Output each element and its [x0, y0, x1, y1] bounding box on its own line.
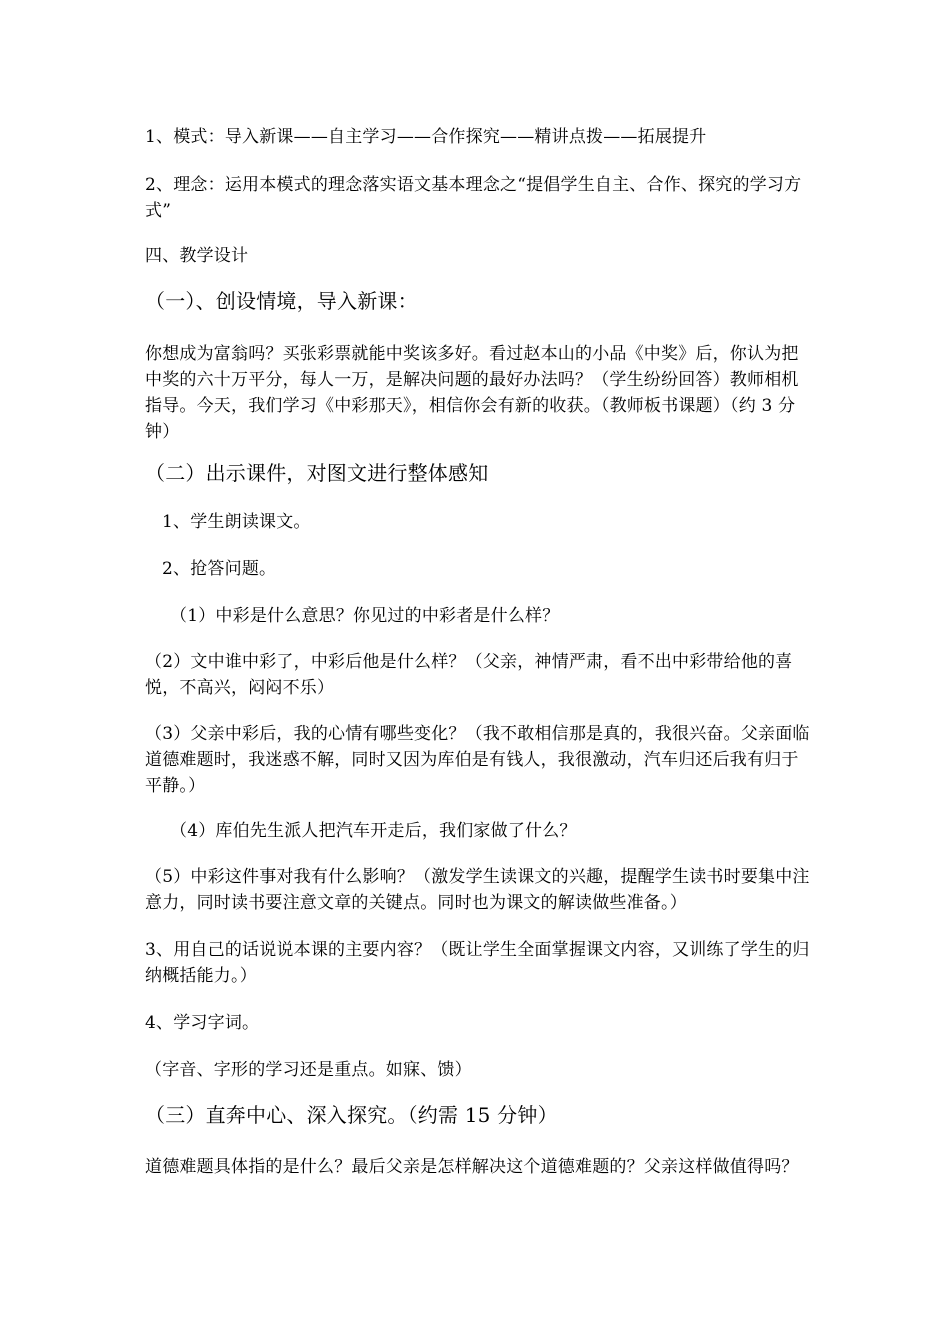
section-three-heading: （三）直奔中心、深入探究。（约需 15 分钟） [145, 1103, 558, 1127]
step-read-aloud: 1、学生朗读课文。 [162, 512, 311, 532]
step-main-content: 3、用自己的话说说本课的主要内容？（既让学生全面掌握课文内容，又训练了学生的归纳概括能力。） [145, 940, 810, 986]
vocabulary-note: （字音、字形的学习还是重点。如寐、馈） [145, 1060, 472, 1080]
question-1: （1）中彩是什么意思？你见过的中彩者是什么样？ [170, 606, 560, 626]
step-quick-answer: 2、抢答问题。 [162, 559, 277, 579]
concept-paragraph: 2、理念：运用本模式的理念落实语文基本理念之“提倡学生自主、合作、探究的学习方式” [145, 175, 802, 221]
question-3: （3）父亲中彩后，我的心情有哪些变化？（我不敢相信那是真的，我很兴奋。父亲面临道德难题时，我迷惑不解，同时又因为库伯是有钱人，我很激动，汽车归还后我有归于平静。） [145, 724, 810, 796]
step-vocabulary: 4、学习字词。 [145, 1013, 260, 1033]
question-5: （5）中彩这件事对我有什么影响？（激发学生读课文的兴趣，提醒学生读书时要集中注意力，同时读书要注意文章的关键点。同时也为课文的解读做些准备。） [145, 867, 810, 913]
section-one-heading: （一）、创设情境，导入新课： [145, 289, 418, 313]
section-two-heading: （二）出示课件，对图文进行整体感知 [145, 461, 489, 485]
question-2: （2）文中谁中彩了，中彩后他是什么样？（父亲，神情严肃，看不出中彩带给他的喜悦，不高兴，闷闷不乐） [145, 652, 793, 698]
question-4: （4）库伯先生派人把汽车开走后，我们家做了什么？ [170, 821, 577, 841]
mode-paragraph: 1、模式：导入新课——自主学习——合作探究——精讲点拨——拓展提升 [145, 127, 707, 147]
intro-paragraph: 你想成为富翁吗？买张彩票就能中奖该多好。看过赵本山的小品《中奖》后，你认为把中奖的六十万平分，每人一万，是解决问题的最好办法吗？（学生纷纷回答）教师相机指导。今天，我们学习《中彩那天》，相信你会有新的收获。（教师板书课题）（约 3 分钟） [145, 344, 799, 442]
section-four-title: 四、教学设计 [145, 246, 249, 266]
discussion-questions: 道德难题具体指的是什么？最后父亲是怎样解决这个道德难题的？父亲这样做值得吗？ [145, 1157, 799, 1177]
